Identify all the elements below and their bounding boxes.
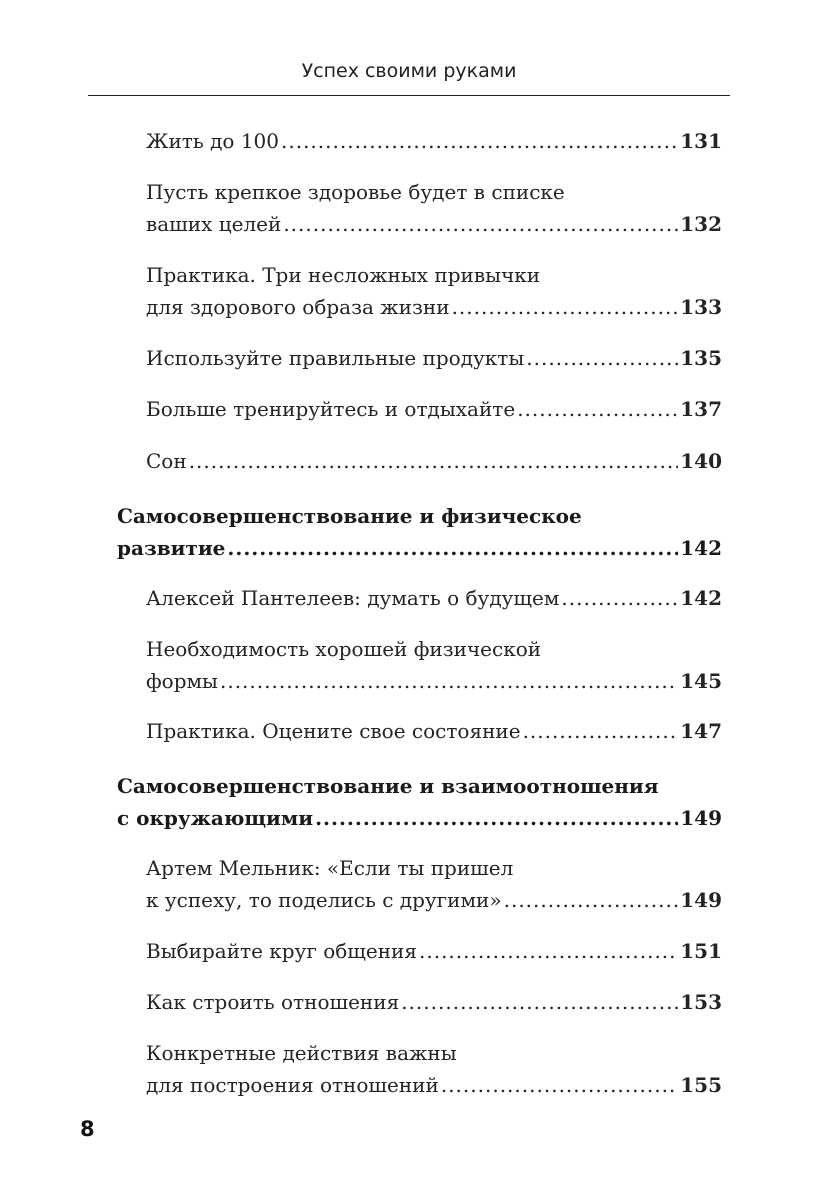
dot-leader [315, 802, 678, 834]
toc-page-number: 142 [680, 536, 722, 560]
dot-leader [419, 935, 678, 967]
toc-entry [146, 393, 722, 425]
toc-section-title-continued: с окружающими [117, 806, 314, 830]
toc-page-number: 142 [680, 586, 722, 610]
toc-entry-title: Необходимость хорошей физической [146, 637, 542, 661]
toc-entry [146, 125, 722, 157]
toc-section-title-continued: развитие [117, 536, 226, 560]
toc-section-entry [117, 500, 722, 564]
toc-entry-title-continued: к успеху, то поделись с другими» [146, 888, 502, 912]
toc-entry-title-continued: формы [146, 669, 218, 693]
dot-leader [517, 393, 678, 425]
dot-leader [504, 884, 679, 916]
dot-leader [281, 125, 678, 157]
toc-page-number: 133 [680, 295, 722, 319]
toc-entry-title: Конкретные действия важны [146, 1041, 457, 1065]
toc-entry-title-continued: для здорового образа жизни [146, 295, 450, 319]
page-number: 8 [80, 1117, 95, 1141]
toc-section-title: Самосовершенствование и физическое [117, 504, 582, 528]
dot-leader [283, 208, 678, 240]
toc-page-number: 153 [680, 990, 722, 1014]
dot-leader [523, 715, 679, 747]
toc-page-number: 137 [680, 397, 722, 421]
running-header: Успех своими руками [301, 60, 517, 82]
dot-leader [452, 291, 679, 323]
toc-page-number: 131 [680, 129, 722, 153]
toc-entry [146, 935, 722, 967]
toc-page-number: 132 [680, 212, 722, 236]
toc-entry-title: Практика. Три несложных привычки [146, 263, 541, 287]
dot-leader [526, 342, 678, 374]
toc-entry-title: Больше тренируйтесь и отдыхайте [146, 397, 516, 421]
toc-entry [146, 633, 722, 697]
toc-entry-title: Выбирайте круг общения [146, 939, 417, 963]
toc-entry-title: Как строить отношения [146, 990, 400, 1014]
toc-page-number: 140 [680, 449, 722, 473]
toc-entry-title: Артем Мельник: «Если ты пришел [146, 856, 514, 880]
toc-entry-title: Используйте правильные продукты [146, 346, 525, 370]
toc-page-number: 149 [680, 806, 722, 830]
toc-entry-title: Жить до 100 [146, 129, 279, 153]
toc-entry [146, 1037, 722, 1101]
toc-section-title: Самосовершенствование и взаимоотношения [117, 774, 659, 798]
toc-entry-title-continued: ваших целей [146, 212, 282, 236]
toc-page-number: 155 [680, 1073, 722, 1097]
toc-entry [146, 852, 722, 916]
dot-leader [189, 445, 679, 477]
toc-entry [146, 176, 722, 240]
toc-entry-title: Пусть крепкое здоровье будет в списке [146, 180, 565, 204]
dot-leader [441, 1069, 678, 1101]
dot-leader [227, 532, 678, 564]
header-rule [88, 95, 730, 96]
toc-page-number: 147 [680, 719, 722, 743]
dot-leader [401, 986, 678, 1018]
toc-entry-title: Сон [146, 449, 187, 473]
toc-entry [146, 445, 722, 477]
toc-page-number: 149 [680, 888, 722, 912]
dot-leader [561, 582, 678, 614]
toc-entry [146, 715, 722, 747]
toc-entry-title-continued: для построения отношений [146, 1073, 439, 1097]
toc-entry [146, 986, 722, 1018]
toc-entry [146, 582, 722, 614]
toc-entry-title: Алексей Пантелеев: думать о будущем [146, 586, 560, 610]
toc-page-number: 135 [680, 346, 722, 370]
toc-entry-title: Практика. Оцените свое состояние [146, 719, 521, 743]
toc-section-entry [117, 770, 722, 834]
toc-page-number: 145 [680, 669, 722, 693]
toc-page-number: 151 [680, 939, 722, 963]
dot-leader [220, 665, 678, 697]
toc-entry [146, 259, 722, 323]
toc-entry [146, 342, 722, 374]
